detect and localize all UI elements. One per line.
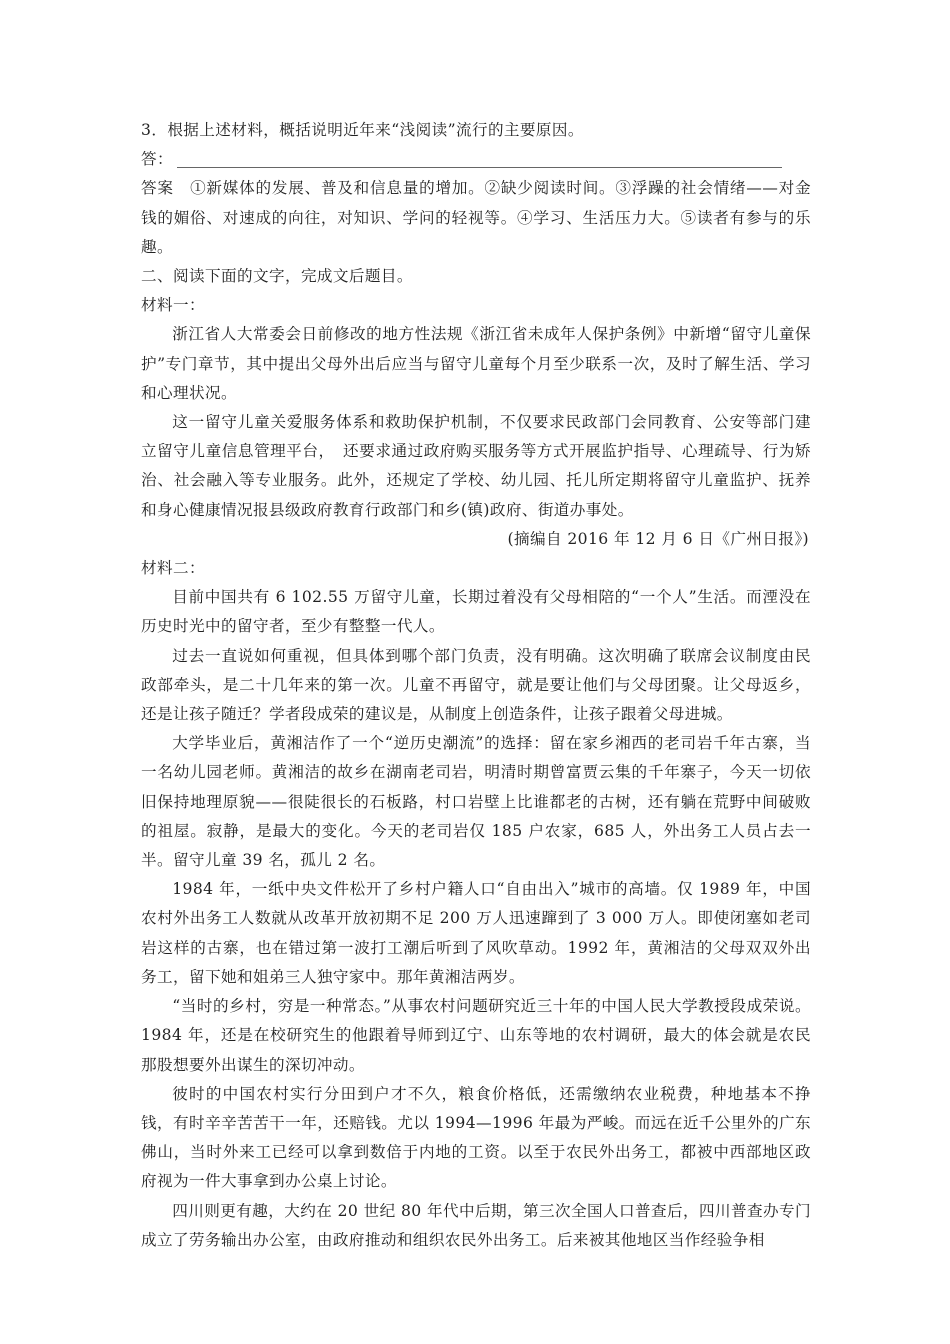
answer-key: 答案 ①新媒体的发展、普及和信息量的增加。②缺少阅读时间。③浮躁的社会情绪——对金钱的媚俗、对速成的向往，对知识、学问的轻视等。④学习、生活压力大。⑤读者有参与的乐趣。 xyxy=(141,179,811,256)
material-2-paragraph: 四川则更有趣，大约在 20 世纪 80 年代中后期，第三次全国人口普查后，四川普查办专门成立了劳务输出办公室，由政府推动和组织农民外出务工。后来被其他地区当作经验争相 xyxy=(141,1201,811,1249)
material-2-paragraph: 彼时的中国农村实行分田到户才不久，粮食价格低，还需缴纳农业税费，种地基本不挣钱，有时辛辛苦苦干一年，还赔钱。尤以 1994—1996 年最为严峻。而远在近千公里外的广东佛山，当时外来工已经可以拿到数倍于内地的工资。以至于农民外出务工，都被中西部地区政府视为一件大事拿到办公桌上讨论。 xyxy=(141,1084,811,1191)
section-2-heading: 二、阅读下面的文字，完成文后题目。 xyxy=(141,267,413,286)
material-1-label: 材料一： xyxy=(141,296,205,315)
material-2-paragraph: 过去一直说如何重视，但具体到哪个部门负责，没有明确。这次明确了联席会议制度由民政部牵头，是二十几年来的第一次。儿童不再留守，就是要让他们与父母团聚。让父母返乡，还是让孩子随迁？学者段成荣的建议是，从制度上创造条件，让孩子跟着父母进城。 xyxy=(141,646,811,724)
answer-row xyxy=(141,145,811,174)
question-3: 3．根据上述材料，概括说明近年来“浅阅读”流行的主要原因。 xyxy=(141,121,584,139)
material-2-label: 材料二： xyxy=(141,559,205,578)
material-2-paragraph: 大学毕业后，黄湘洁作了一个“逆历史潮流”的选择：留在家乡湘西的老司岩千年古寨，当一名幼儿园老师。黄湘洁的故乡在湖南老司岩，明清时期曾富贾云集的千年寨子，今天一切依旧保持地理原貌——很陡很长的石板路，村口岩壁上比谁都老的古树，还有躺在荒野中间破败的祖屋。寂静，是最大的变化。今天的老司岩仅 185 户农家，685 人，外出务工人员占去一半。留守儿童 39 名，孤儿 2 名。 xyxy=(141,734,811,870)
material-1-paragraph: 浙江省人大常委会日前修改的地方性法规《浙江省未成年人保护条例》中新增“留守儿童保护”专门章节，其中提出父母外出后应当与留守儿童每个月至少联系一次，及时了解生活、学习和心理状况。 xyxy=(141,325,811,402)
document-page xyxy=(141,116,811,1255)
material-2-paragraph: 目前中国共有 6 102.55 万留守儿童，长期过着没有父母相陪的“一个人”生活。而湮没在历史时光中的留守者，至少有整整一代人。 xyxy=(141,588,811,636)
answer-blank-line[interactable] xyxy=(177,145,782,168)
material-1-paragraph: 这一留守儿童关爱服务体系和救助保护机制，不仅要求民政部门会同教育、公安等部门建立留守儿童信息管理平台， 还要求通过政府购买服务等方式开展监护指导、心理疏导、行为矫治、社会融入等专业服务。此外，还规定了学校、幼儿园、托儿所定期将留守儿童监护、抚养和身心健康情况报县级政府教育行政部门和乡(镇)政府、街道办事处。 xyxy=(141,413,811,519)
material-2-paragraph: “当时的乡村，穷是一种常态。”从事农村问题研究近三十年的中国人民大学教授段成荣说。1984 年，还是在校研究生的他跟着导师到辽宁、山东等地的农村调研，最大的体会就是农民那股想要外出谋生的深切冲动。 xyxy=(141,997,811,1074)
material-1-source: (摘编自 2016 年 12 月 6 日《广州日报》) xyxy=(507,529,809,548)
answer-label: 答： xyxy=(141,150,173,169)
material-2-paragraph: 1984 年，一纸中央文件松开了乡村户籍人口“自由出入”城市的高墙。仅 1989 年，中国农村外出务工人数就从改革开放初期不足 200 万人迅速蹿到了 3 000 万人。即使闭塞如老司岩这样的古寨，也在错过第一波打工潮后听到了风吹草动。1992 年，黄湘洁的父母双双外出务工，留下她和姐弟三人独守家中。那年黄湘洁两岁。 xyxy=(141,880,811,986)
